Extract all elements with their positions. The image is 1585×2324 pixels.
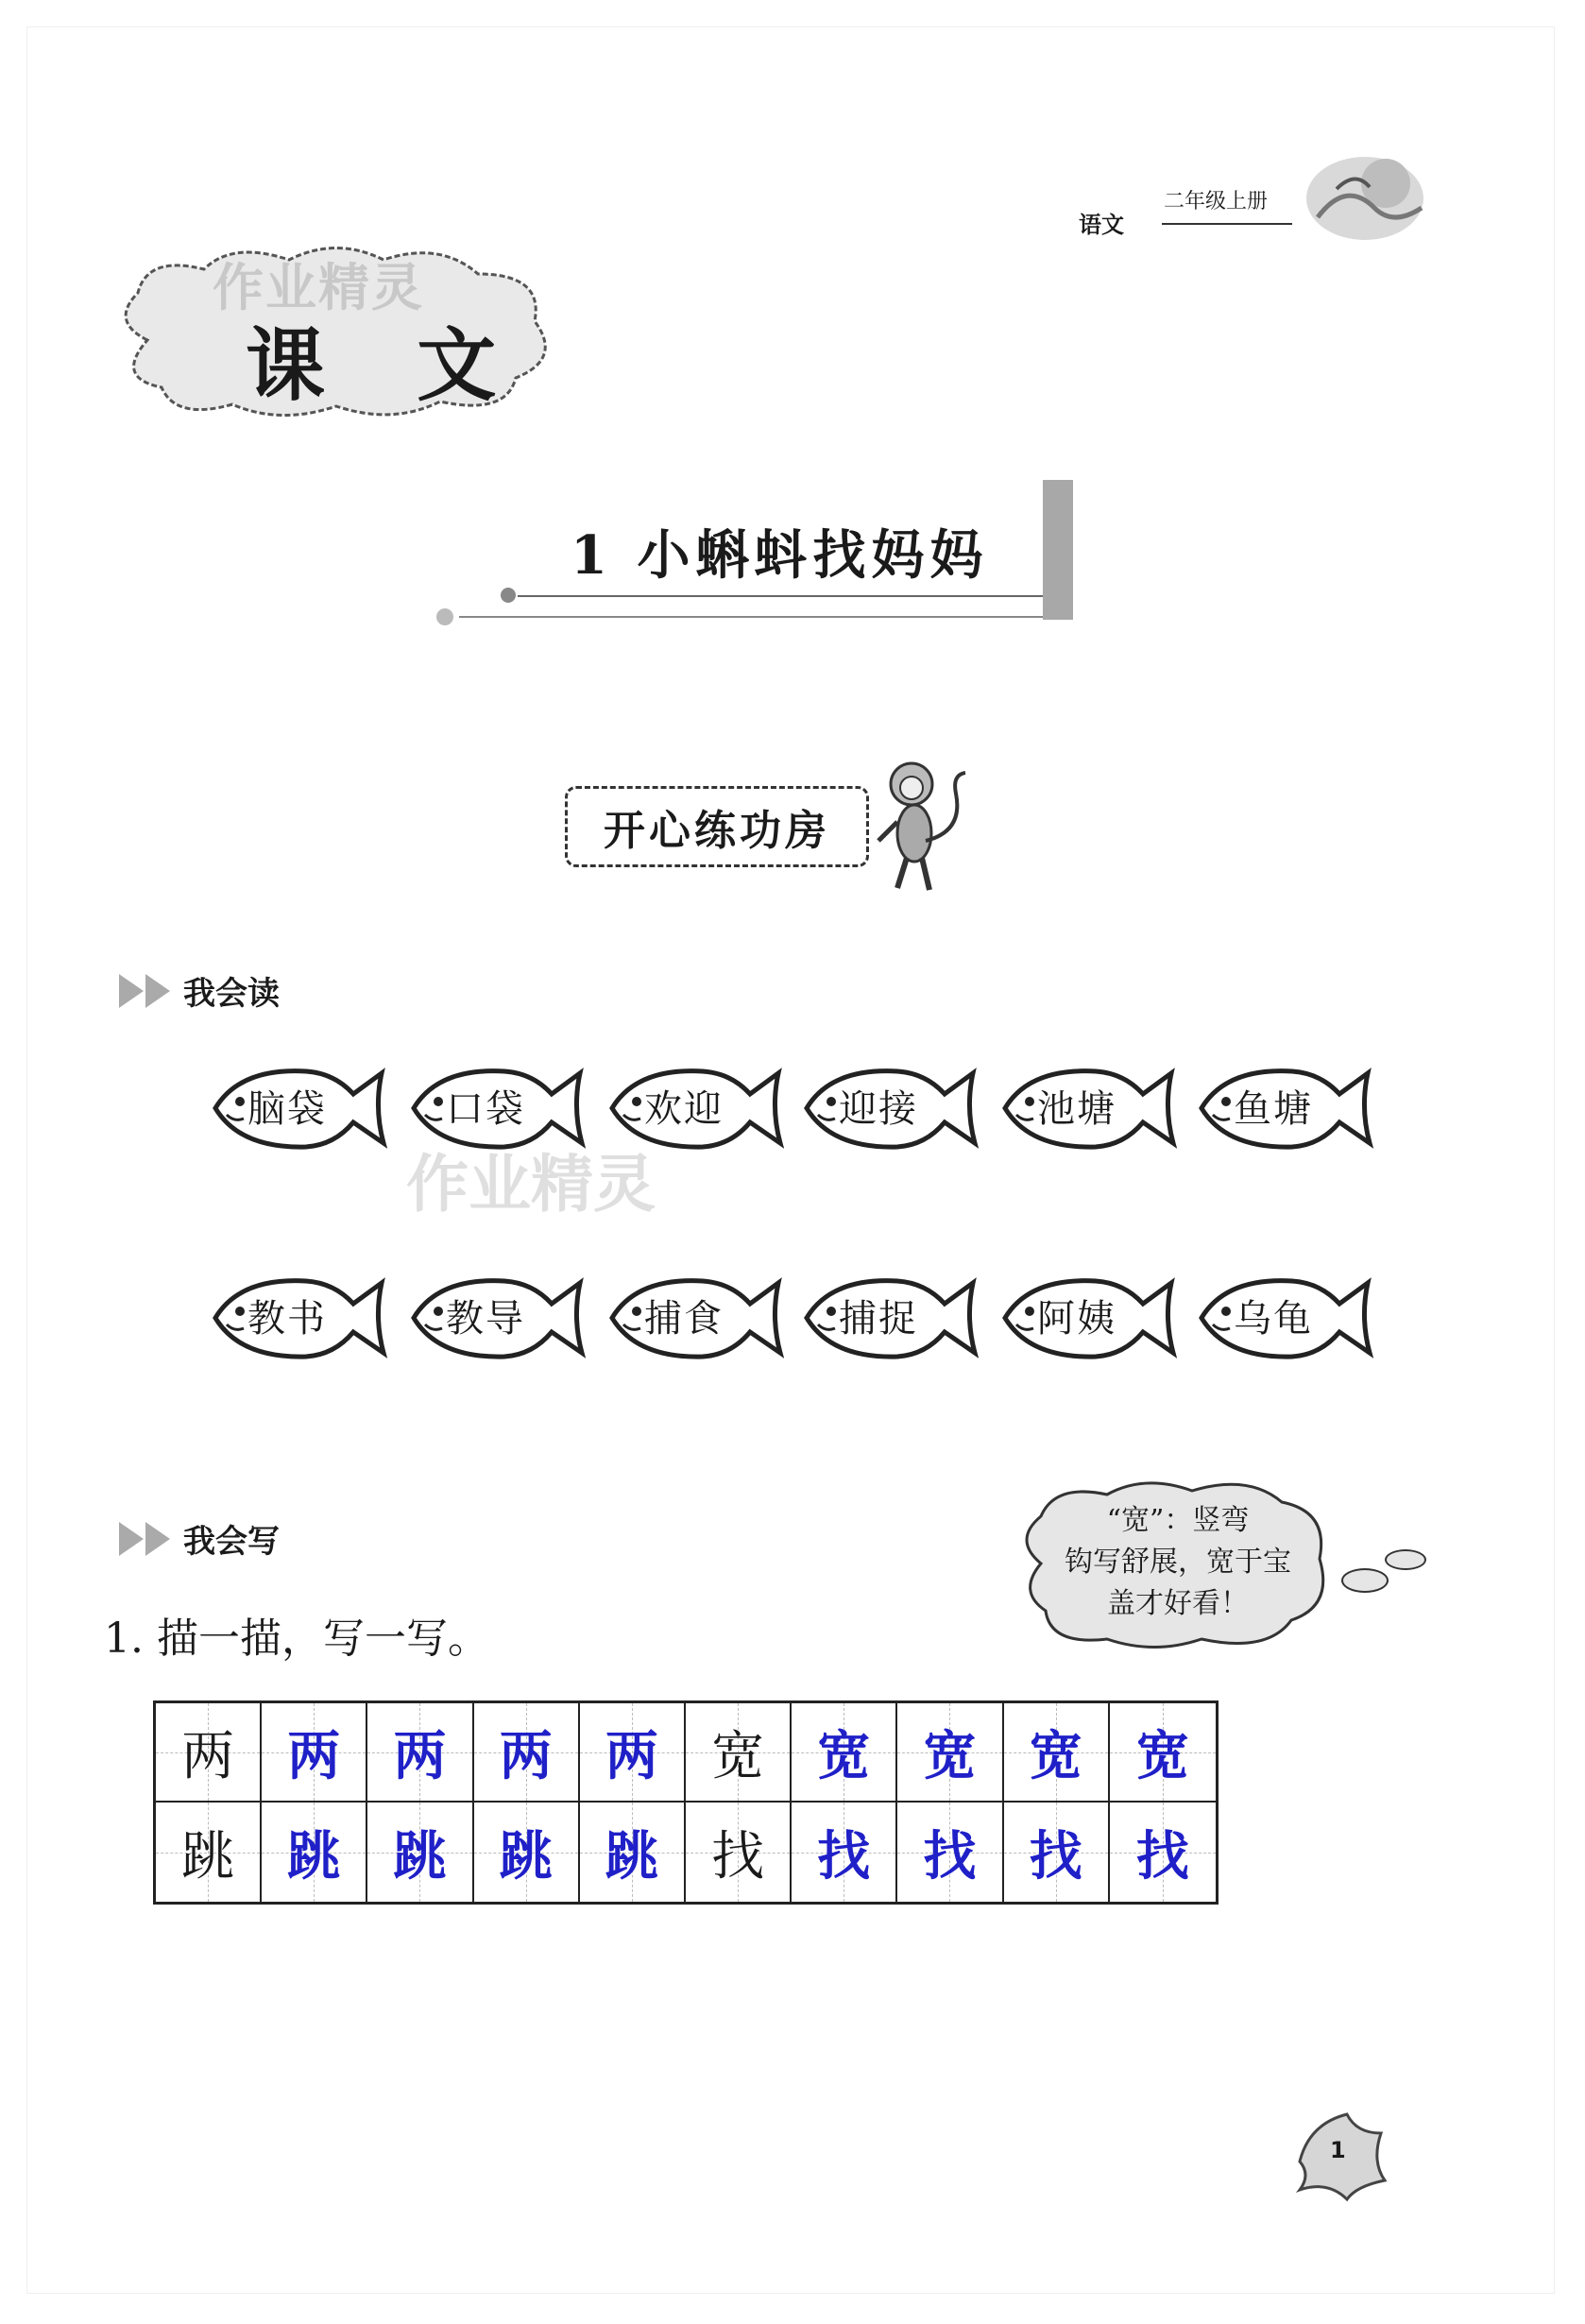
traced-character: 跳 xyxy=(499,1824,553,1888)
fish-word: 阿姨 xyxy=(1037,1297,1116,1341)
arrow-icon xyxy=(145,1522,170,1556)
cloud-watermark: 作业精灵 xyxy=(213,258,424,317)
grid-cell xyxy=(1110,1803,1216,1902)
fish-word: 迎接 xyxy=(839,1087,918,1131)
grid-cell xyxy=(792,1703,897,1803)
traced-character: 宽 xyxy=(1135,1724,1189,1787)
fish-word: 教导 xyxy=(446,1297,525,1341)
lesson-title: 1 小蝌蚪找妈妈 xyxy=(571,524,989,587)
traced-character: 宽 xyxy=(1029,1724,1082,1787)
fish-word: 口袋 xyxy=(446,1087,525,1131)
section-title: 课 文 xyxy=(246,319,529,412)
grid-cell xyxy=(792,1803,897,1902)
read-label: 我会读 xyxy=(183,975,280,1013)
grid-cell xyxy=(580,1703,686,1803)
fish-word-card xyxy=(793,1266,979,1370)
traced-character: 宽 xyxy=(817,1724,871,1787)
fish-word: 乌龟 xyxy=(1234,1297,1313,1341)
traced-character: 两 xyxy=(605,1724,658,1787)
traced-character: 找 xyxy=(1135,1824,1189,1888)
grid-cell xyxy=(156,1703,262,1803)
grid-cell xyxy=(262,1703,367,1803)
header-decoration-icon xyxy=(1299,142,1431,246)
fish-word: 教书 xyxy=(247,1297,327,1341)
fish-word-card xyxy=(992,1056,1177,1160)
read-header xyxy=(119,967,280,1014)
fish-word-card xyxy=(401,1266,586,1370)
grid-cell xyxy=(686,1703,792,1803)
traced-character: 两 xyxy=(287,1724,341,1787)
fish-word-card xyxy=(599,1266,784,1370)
practice-label: 开心练功房 xyxy=(604,807,830,855)
fish-word-card xyxy=(202,1266,387,1370)
title-dot xyxy=(436,608,453,625)
fish-word: 池塘 xyxy=(1037,1087,1116,1131)
arrow-icon xyxy=(119,1522,144,1556)
grid-cell xyxy=(897,1703,1003,1803)
traced-character: 两 xyxy=(393,1724,447,1787)
grid-cell xyxy=(580,1803,686,1902)
bubble-dot xyxy=(1341,1568,1389,1593)
fish-word-card xyxy=(202,1056,387,1160)
question-1: 1. 描一描，写一写。 xyxy=(104,1615,489,1663)
header-subject: 语文 xyxy=(1079,211,1124,238)
grid-cell xyxy=(1004,1703,1110,1803)
traced-character: 宽 xyxy=(923,1724,977,1787)
fish-word: 欢迎 xyxy=(644,1087,724,1131)
model-character: 宽 xyxy=(711,1725,765,1787)
grid-cell xyxy=(262,1803,367,1902)
traced-character: 跳 xyxy=(287,1824,341,1888)
monkey-icon xyxy=(869,756,973,897)
traced-character: 两 xyxy=(499,1724,553,1787)
grid-cell xyxy=(1110,1703,1216,1803)
grid-cell xyxy=(156,1803,262,1902)
title-dot xyxy=(501,588,516,603)
model-character: 跳 xyxy=(181,1825,235,1888)
fish-word: 鱼塘 xyxy=(1234,1087,1313,1131)
grid-cell xyxy=(897,1803,1003,1902)
title-rule xyxy=(518,595,1043,597)
tip-line: 盖才好看！ xyxy=(1107,1587,1249,1620)
title-rule xyxy=(459,616,1043,618)
traced-character: 跳 xyxy=(605,1824,658,1888)
model-character: 两 xyxy=(181,1725,235,1787)
practice-badge xyxy=(565,786,869,867)
grid-cell xyxy=(474,1803,580,1902)
model-character: 找 xyxy=(711,1825,765,1888)
bubble-dot xyxy=(1385,1549,1426,1570)
traced-character: 找 xyxy=(923,1824,977,1888)
traced-character: 找 xyxy=(817,1824,871,1888)
write-header xyxy=(119,1515,280,1562)
page-number: 1 xyxy=(1330,2137,1346,2163)
fish-word: 捕捉 xyxy=(839,1297,918,1341)
grid-cell xyxy=(1004,1803,1110,1902)
fish-word: 脑袋 xyxy=(247,1087,327,1131)
writing-grid xyxy=(153,1700,1219,1905)
watermark: 作业精灵 xyxy=(406,1148,656,1221)
header-underline xyxy=(1162,223,1292,225)
arrow-icon xyxy=(145,974,170,1008)
fish-word-card xyxy=(992,1266,1177,1370)
write-label: 我会写 xyxy=(183,1523,280,1561)
tip-line: “宽”：竖弯 xyxy=(1106,1504,1250,1537)
tip-text xyxy=(1031,1500,1324,1625)
fish-word-card xyxy=(1188,1056,1373,1160)
grid-cell xyxy=(367,1703,473,1803)
grid-cell xyxy=(686,1803,792,1902)
fish-word-card xyxy=(793,1056,979,1160)
fish-word-card xyxy=(1188,1266,1373,1370)
tip-line: 钩写舒展，宽于宝 xyxy=(1065,1546,1291,1579)
title-bar xyxy=(1043,480,1073,620)
header-grade: 二年级上册 xyxy=(1164,190,1269,214)
grid-cell xyxy=(367,1803,473,1902)
traced-character: 跳 xyxy=(393,1824,447,1888)
grid-cell xyxy=(474,1703,580,1803)
traced-character: 找 xyxy=(1029,1824,1082,1888)
fish-word: 捕食 xyxy=(644,1297,724,1341)
arrow-icon xyxy=(119,974,144,1008)
